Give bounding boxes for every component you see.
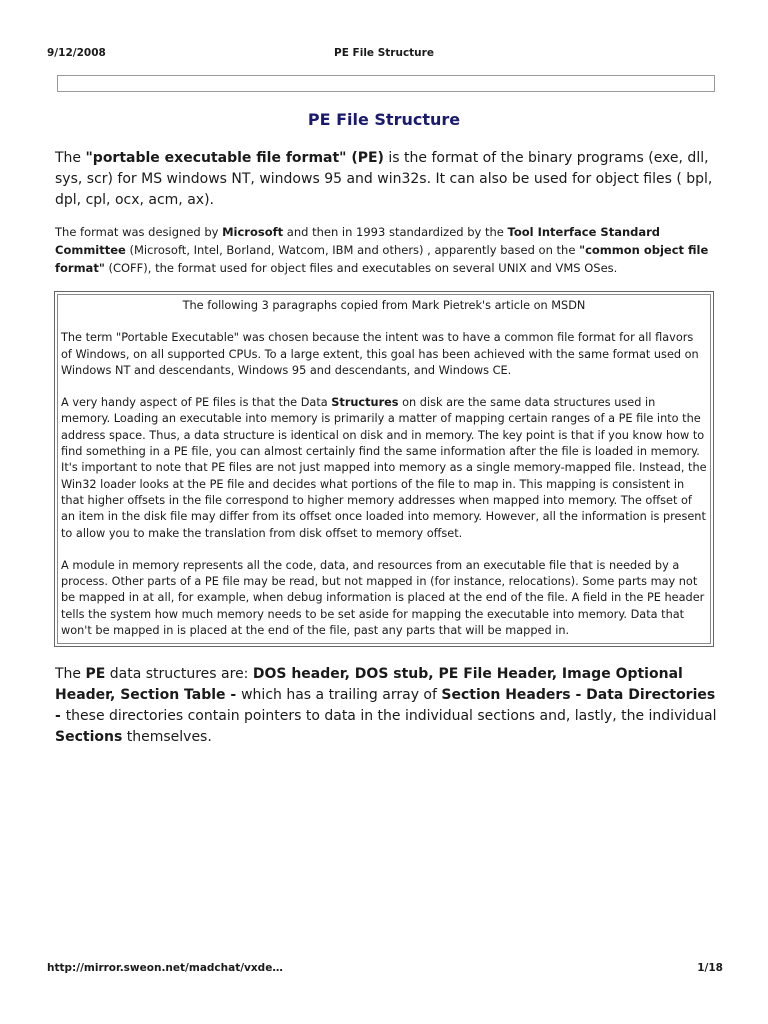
structures-text-1: The xyxy=(55,666,86,682)
intro-text-1: The xyxy=(55,150,86,166)
history-text-1: The format was designed by xyxy=(55,225,223,239)
structures-bold-3: Section Headers - Data Directories - xyxy=(55,687,716,724)
structures-bold-1: PE xyxy=(85,666,106,682)
structures-paragraph xyxy=(55,664,720,748)
history-text-4: (COFF), the format used for object files and executables on several UNIX and VMS OSes. xyxy=(104,261,618,275)
quote-paragraph-2 xyxy=(61,395,707,542)
structures-bold-2: DOS header, DOS stub, PE File Header, Image Optional Header, Section Table - xyxy=(55,666,683,703)
page-title: PE File Structure xyxy=(307,110,461,129)
history-bold-2: Tool Interface Standard Committee xyxy=(55,225,661,257)
intro-paragraph xyxy=(55,148,720,211)
empty-frame xyxy=(57,75,715,92)
structures-text-4: these directories contain pointers to data in the individual sections and, lastly, the individual xyxy=(65,708,717,724)
quote-box xyxy=(54,291,714,647)
quote-paragraph-1: The term "Portable Executable" was chosen because the intent was to have a common file format for all flavors of Windows, on all supported CPUs. To a large extent, this goal has been achieved with the same format used on Windows NT and descendants, Windows 95 and descendants, and Windows CE. xyxy=(61,331,699,377)
intro-bold-1: "portable executable file format" (PE) xyxy=(85,150,384,166)
page-number: 1/18 xyxy=(697,962,723,974)
history-text-3: (Microsoft, Intel, Borland, Watcom, IBM and others) , apparently based on the xyxy=(125,243,580,257)
history-paragraph xyxy=(55,223,715,277)
quote-inner xyxy=(57,294,711,644)
history-bold-3: "common object file format" xyxy=(55,243,709,275)
history-text-2: and then in 1993 standardized by the xyxy=(283,225,508,239)
quote-p2-text-1: A very handy aspect of PE files is that the Data xyxy=(61,396,332,410)
intro-text-2: is the format of the binary programs (exe, dll, sys, scr) for MS windows NT, windows 95 and win32s. It can also be used for object files ( bpl, dpl, cpl, ocx, acm, ax). xyxy=(55,150,713,208)
structures-bold-4: Sections xyxy=(55,729,123,745)
header-title: PE File Structure xyxy=(334,47,434,59)
structures-text-5: themselves. xyxy=(122,729,212,745)
history-bold-1: Microsoft xyxy=(222,225,284,239)
quote-paragraph-3: A module in memory represents all the code, data, and resources from an executable file that is needed by a process. Other parts of a PE file may be read, but not mapped in (for instance, relocations). Some parts may not be mapped in at all, for example, when debug information is placed at the end of the file. A field in the PE header tells the system how much memory needs to be set aside for mapping the executable into memory. Data that won't be mapped in is placed at the end of the file, past any parts that will be mapped in. xyxy=(61,558,705,638)
footer-url: http://mirror.sweon.net/madchat/vxde… xyxy=(47,962,283,974)
structures-text-3: which has a trailing array of xyxy=(241,687,442,703)
quote-p2-bold: Structures xyxy=(331,396,399,410)
header-date: 9/12/2008 xyxy=(47,47,106,59)
quote-heading: The following 3 paragraphs copied from Mark Pietrek's article on MSDN xyxy=(182,299,586,312)
quote-p2-text-2: on disk are the same data structures used in memory. Loading an executable into memory is primarily a matter of mapping certain ranges of a PE file into the address space. Thus, a data structure is identical on disk and in memory. The key point is that if you know how to find something in a PE file, you can almost certainly find the same information after the file is loaded in memory. It's important to note that PE files are not just mapped into memory as a single memory-mapped file. Instead, the Win32 loader looks at the PE file and decides what portions of the file to map in. This mapping is consistent in that higher offsets in the file correspond to higher memory addresses when mapped into memory. The offset of an item in the disk file may differ from its offset once loaded into memory. However, all the information is present to allow you to make the translation from disk offset to memory offset. xyxy=(61,396,707,540)
structures-text-2: data structures are: xyxy=(105,666,253,682)
